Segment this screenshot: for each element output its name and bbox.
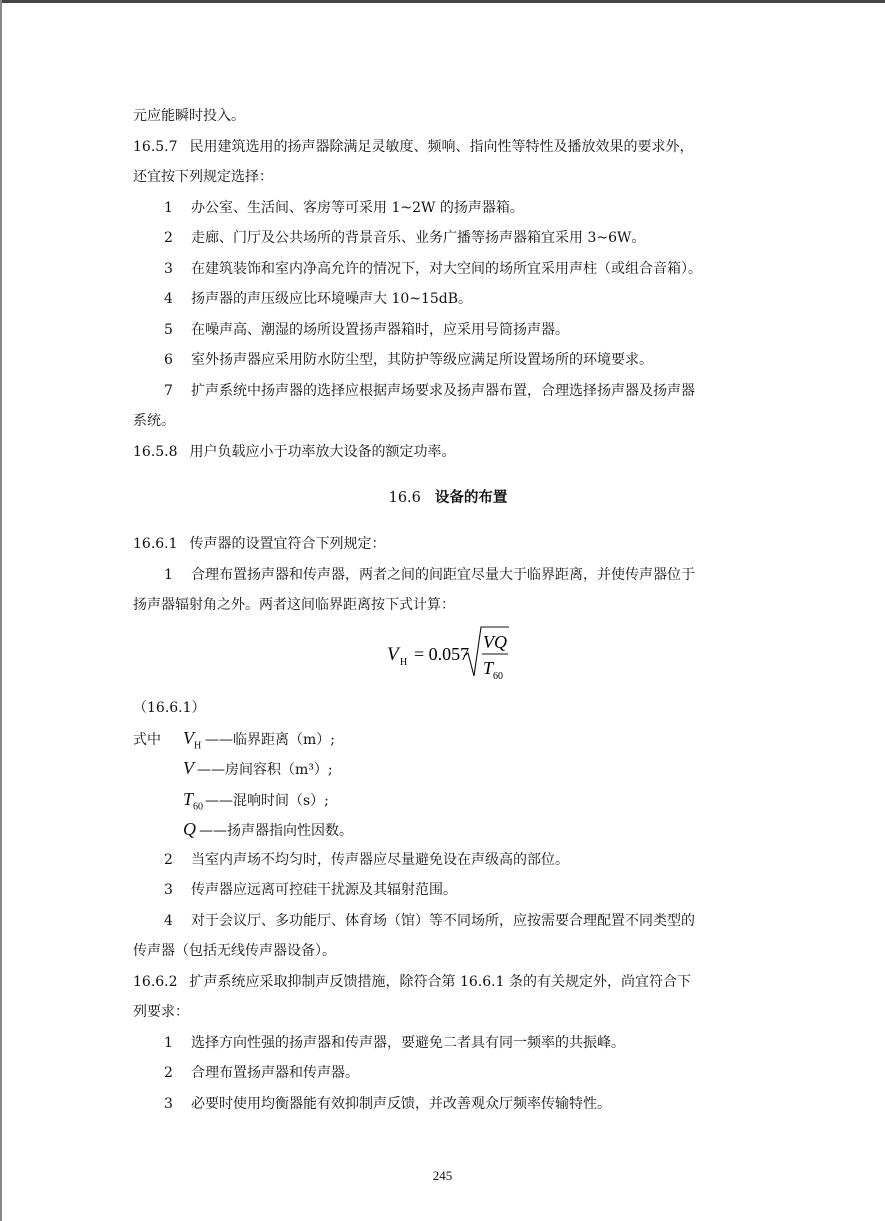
section-title: 设备的布置 bbox=[434, 489, 508, 506]
list-item: 3 在建筑装饰和室内净高允许的情况下，对大空间的场所宜采用声柱（或组合音箱）。 bbox=[164, 260, 702, 277]
paragraph-line: 元应能瞬时投入。 bbox=[133, 108, 245, 124]
list-item-continued: 扬声器辐射角之外。两者这间临界距离按下式计算： bbox=[133, 597, 455, 613]
variable-definition: Q ——扬声器指向性因数。 bbox=[183, 819, 353, 839]
document-body bbox=[133, 101, 763, 1119]
list-item: 6 室外扬声器应采用防水防尘型，其防护等级应满足所设置场所的环境要求。 bbox=[164, 352, 653, 368]
clause-number: 16.5.8 bbox=[133, 443, 178, 460]
list-item: 4 扬声器的声压级应比环境噪声大 10~15dB。 bbox=[164, 291, 473, 307]
formula-denominator: T bbox=[483, 657, 494, 678]
clause-number: 16.6.2 bbox=[133, 973, 178, 990]
formula-16-6-1 bbox=[133, 621, 763, 693]
clause-number: 16.6.1 bbox=[133, 536, 178, 552]
formula-lhs-sub: H bbox=[400, 656, 408, 668]
variable-definition: 式中 $V_H$ ——临界距离（m）; bbox=[133, 723, 763, 754]
formula-graphic bbox=[381, 621, 521, 687]
clause-16-5-8 bbox=[133, 437, 763, 468]
section-heading bbox=[133, 473, 763, 523]
list-item-continued: 系统。 bbox=[133, 413, 175, 429]
formula-lhs: V bbox=[387, 643, 399, 665]
formula-denominator-sub: 60 bbox=[493, 670, 503, 682]
list-item: 1 合理布置扬声器和传声器，两者之间的间距宜尽量大于临界距离，并使传声器位于 bbox=[164, 566, 695, 583]
list-item: 2 走廊、门厅及公共场所的背景音乐、业务广播等扬声器箱宜采用 3~6W。 bbox=[164, 230, 646, 246]
equation-number: （16.6.1） bbox=[133, 699, 206, 716]
list-item: 4 对于会议厅、多功能厅、体育场（馆）等不同场所，应按需要合理配置不同类型的 bbox=[164, 912, 695, 929]
clause-text-continued: 还宜按下列规定选择： bbox=[133, 169, 273, 185]
list-item-continued: 传声器（包括无线传声器设备）。 bbox=[133, 943, 336, 959]
list-item: 2 合理布置扬声器和传声器。 bbox=[164, 1065, 359, 1081]
where-label: 式中 bbox=[133, 731, 161, 748]
clause-16-5-7 bbox=[133, 132, 763, 163]
clause-number: 16.5.7 bbox=[133, 138, 178, 155]
clause-text-continued: 列要求： bbox=[133, 1004, 189, 1020]
formula-coefficient: = 0.057 bbox=[414, 643, 470, 664]
formula-numerator: VQ bbox=[483, 631, 507, 652]
clause-text: 民用建筑选用的扬声器除满足灵敏度、频响、指向性等特性及播放效果的要求外， bbox=[189, 138, 694, 155]
clause-16-6-1 bbox=[133, 529, 763, 560]
list-item: 5 在噪声高、潮湿的场所设置扬声器箱时，应采用号筒扬声器。 bbox=[164, 321, 569, 338]
page-number: 245 bbox=[432, 1168, 453, 1183]
page-top-border bbox=[0, 0, 885, 3]
clause-16-6-2 bbox=[133, 967, 763, 998]
variable-definition: V ——房间容积（m³）; bbox=[183, 758, 333, 778]
variable-definition: $T_{60}$ ——混响时间（s）; bbox=[183, 788, 329, 813]
list-item: 2 当室内声场不均匀时，传声器应尽量避免设在声级高的部位。 bbox=[164, 851, 569, 868]
list-item: 3 必要时使用均衡器能有效抑制声反馈，并改善观众厅频率传输特性。 bbox=[164, 1095, 611, 1112]
page-left-border bbox=[0, 0, 2, 1221]
list-item: 3 传声器应远离可控硅干扰源及其辐射范围。 bbox=[164, 882, 457, 898]
clause-text: 扩声系统应采取抑制声反馈措施，除符合第 16.6.1 条的有关规定外，尚宜符合下 bbox=[189, 973, 691, 990]
list-item: 7 扩声系统中扬声器的选择应根据声场要求及扬声器布置，合理选择扬声器及扬声器 bbox=[164, 382, 695, 399]
clause-text: 传声器的设置宜符合下列规定： bbox=[189, 536, 386, 552]
list-item: 1 选择方向性强的扬声器和传声器，要避免二者具有同一频率的共振峰。 bbox=[164, 1034, 625, 1051]
list-item: 1 办公室、生活间、客房等可采用 1~2W 的扬声器箱。 bbox=[164, 199, 524, 216]
clause-text: 用户负载应小于功率放大设备的额定功率。 bbox=[189, 443, 456, 460]
section-number: 16.6 bbox=[388, 490, 421, 506]
